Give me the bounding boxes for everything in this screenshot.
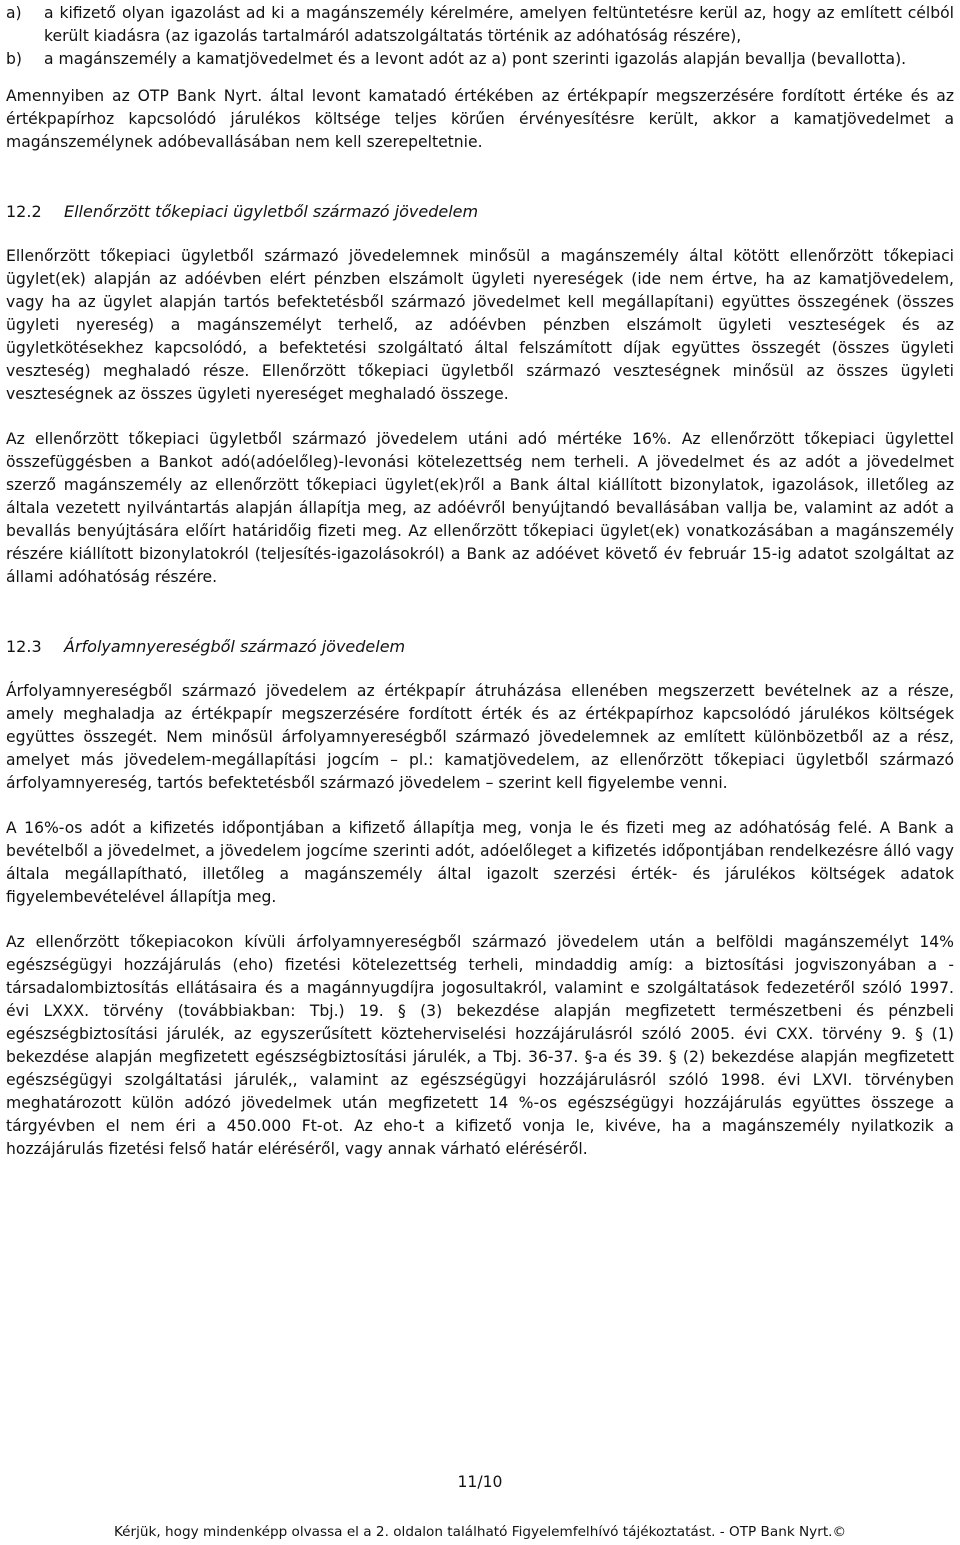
section-number: 12.3 bbox=[6, 637, 42, 656]
section-heading-12-3 bbox=[6, 635, 954, 658]
paragraph: Árfolyamnyereségből származó jövedelem az értékpapír átruházása ellenében megszerzett bevételnek az a része, amely meghaladja az értékpapír megszerzésére fordított érték és az értékpapírhoz kapcsolódó járulékos költségek együttes összegét. Nem minősül árfolyamnyereségből származó jövedelemnek az említett különbözetből az a rész, amelyet más jövedelem-megállapítási jogcím – pl.: kamatjövedelem, az ellenőrzött tőkepiaci ügyletből származó árfolyamnyereség, tartós befektetésből származó jövedelem – szerint kell figyelembe venni. bbox=[6, 682, 954, 792]
intro-paragraph: Amennyiben az OTP Bank Nyrt. által levont kamatadó értékében az értékpapír megszerzésére fordított értéke és az értékpapírhoz kapcsolódó járulékos költsége teljes körűen érvényesítésre került, akkor a kamatjövedelmet a magánszemélynek adóbevallásában nem kell szerepeltetnie. bbox=[6, 87, 954, 151]
document-page bbox=[6, 2, 954, 1161]
list-item-text: a kifizető olyan igazolást ad ki a magánszemély kérelmére, amelyen feltüntetésre kerül az, hogy az említett célból került kiadásra (az igazolás tartalmáról adatszolgáltatás történik az adóhatóság részére), bbox=[44, 4, 954, 45]
paragraph: Az ellenőrzött tőkepiaci ügyletből származó jövedelem utáni adó mértéke 16%. Az ellenőrzött tőkepiaci ügylettel összefüggésben a Bankot adó(adóelőleg)-levonási kötelezettség nem terheli. A jövedelmet és az adót a jövedelmet szerző magánszemély az ellenőrzött tőkepiaci ügylet(ek)ről a Bank által kiállított bizonylatok, igazolások, illetőleg az általa vezetett nyilvántartás alapján állapítja meg, az adóévről benyújtandó bevallásában vallja be, valamint az adót a bevallás benyújtására előírt határidőig fizeti meg. Az ellenőrzött tőkepiaci ügylet(ek) vonatkozásában a magánszemély részére kiállított bizonylatokról (teljesítés-igazolásokról) a Bank az adóévet követő év február 15-ig adatot szolgáltat az állami adóhatóság részére. bbox=[6, 430, 954, 586]
list-item-a bbox=[6, 2, 954, 48]
page-number: 11/10 bbox=[457, 1473, 503, 1491]
list-item-b bbox=[6, 48, 954, 71]
paragraph: Az ellenőrzött tőkepiacokon kívüli árfolyamnyereségből származó jövedelem után a belföldi magánszemélyt 14% egészségügyi hozzájárulás (eho) fizetési kötelezettség terheli, mindaddig amíg: a biztosítási jogviszonyában a - társadalombiztosítás ellátásaira és a magánnyugdíjra jogosultakról, valamint e szolgáltatások fedezetéről szóló 1997. évi LXXX. törvény (továbbiakban: Tbj.) 19. § (3) bekezdése alapján megfizetett természetbeni és pénzbeli egészségbiztosítási járulék, az egyszerűsített közteherviselési hozzájárulásról szóló 2005. évi CXX. törvény 9. § (1) bekezdése alapján megfizetett egészségbiztosítási járulék, a Tbj. 36-37. §-a és 39. § (2) bekezdése alapján megfizetett egészségügyi szolgáltatási járulék,, valamint az egészségügyi hozzájárulásról szóló 1998. évi LXVI. törvényben meghatározott külön adózó jövedelmek után megfizetett 14 %-os egészségügyi hozzájárulás együttes összege a tárgyévben el nem éri a 450.000 Ft-ot. Az eho-t a kifizető vonja le, kivéve, ha a magánszemély nyilatkozik a hozzájárulás fizetési felső határ eléréséről, vagy annak várható eléréséről. bbox=[6, 933, 954, 1158]
section-title: Árfolyamnyereségből származó jövedelem bbox=[64, 637, 406, 656]
section-number: 12.2 bbox=[6, 202, 42, 221]
paragraph: A 16%-os adót a kifizetés időpontjában a kifizető állapítja meg, vonja le és fizeti meg az adóhatóság felé. A Bank a bevételből a jövedelmet, a jövedelem jogcíme szerinti adót, adóelőleget a kifizetés időpontjában rendelkezésre álló vagy általa megállapítható, illetőleg a magánszemély által igazolt szerzési érték- és járulékos költségek adatok figyelembevételével állapítja meg. bbox=[6, 819, 954, 906]
list-marker: b) bbox=[6, 50, 22, 68]
list-item-text: a magánszemély a kamatjövedelmet és a levont adót az a) pont szerinti igazolás alapján bevallja (bevallotta). bbox=[44, 50, 907, 68]
paragraph: Ellenőrzött tőkepiaci ügyletből származó jövedelemnek minősül a magánszemély által kötött ellenőrzött tőkepiaci ügylet(ek) alapján az adóévben elért pénzben elszámolt ügyleti nyereségek (ide nem értve, ha az kamatjövedelem, vagy ha az ügylet alapján tartós befektetésből származó jövedelmet kell megállapítani) együttes összegének (összes ügyleti nyereség) a magánszemélyt terhelő, az adóévben pénzben elszámolt ügyleti veszteségek és az ügyletkötésekhez kapcsolódó, a befektetési szolgáltató által felszámított díjak együttes összegét (összes ügyleti veszteség) meghaladó része. Ellenőrzött tőkepiaci ügyletből származó veszteségnek minősül az összes ügyleti veszteségnek az összes ügyleti nyereséget meghaladó összege. bbox=[6, 247, 954, 403]
section-heading-12-2 bbox=[6, 200, 954, 223]
footer-note: Kérjük, hogy mindenképp olvassa el a 2. oldalon található Figyelemfelhívó tájékoztatást. - OTP Bank Nyrt.© bbox=[113, 1524, 847, 1540]
list-marker: a) bbox=[6, 4, 22, 22]
section-title: Ellenőrzött tőkepiaci ügyletből származó jövedelem bbox=[64, 202, 479, 221]
